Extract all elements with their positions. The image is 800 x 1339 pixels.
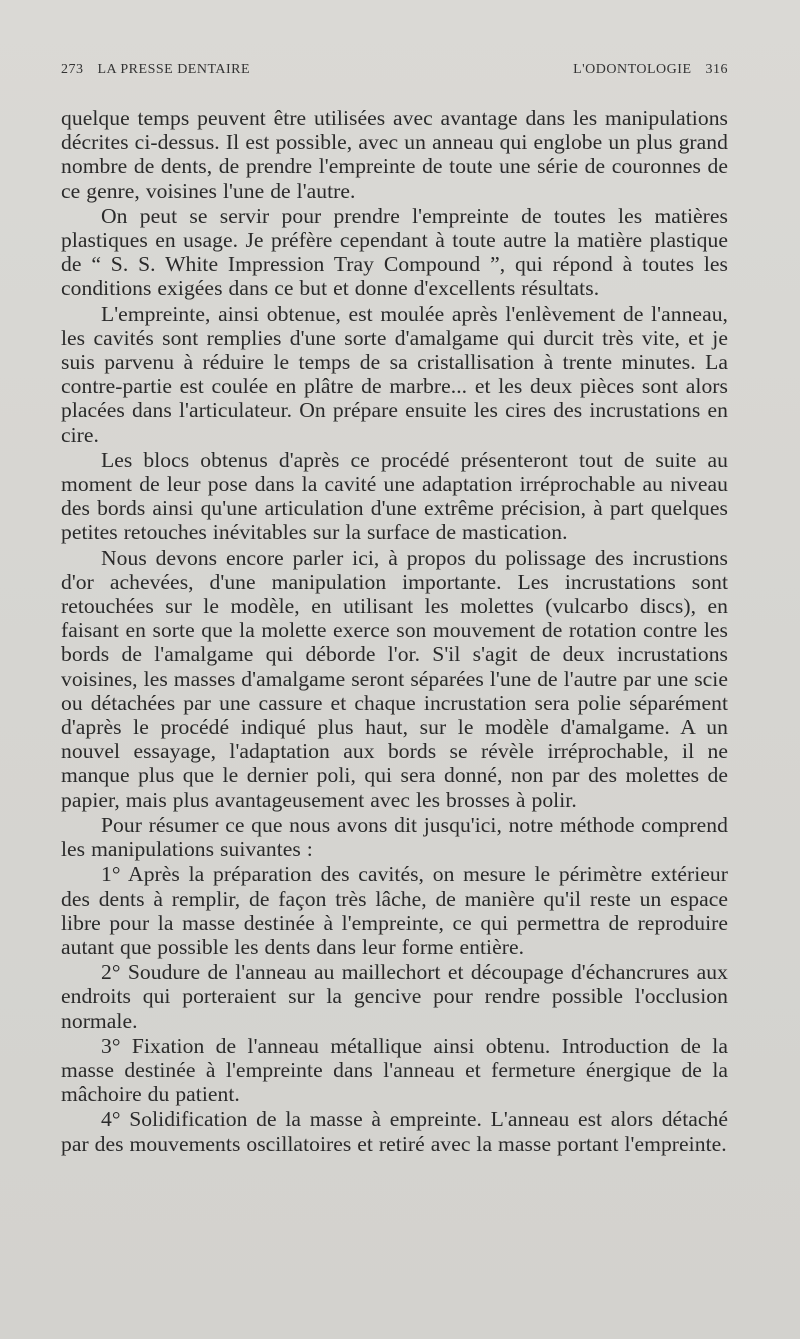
- header-right: [573, 62, 728, 84]
- paragraph: L'empreinte, ainsi obtenue, est moulée après l'enlèvement de l'anneau, les cavités sont remplies d'une sorte d'amalgame qui durcit très vite, et je suis parvenu à réduire le temps de sa cristallisation à trente minutes. La contre-partie est coulée en plâtre de marbre... et les deux pièces sont alors placées dans l'articulateur. On prépare ensuite les cires des incrustations en cire.: [61, 301, 728, 447]
- left-page-number: 273: [61, 62, 84, 77]
- right-page-number: 316: [705, 62, 728, 77]
- article-body: [61, 106, 728, 1156]
- list-item: 2° Soudure de l'anneau au maillechort et découpage d'échancrures aux endroits qui porteraient sur la gencive pour rendre possible l'occlusion normale.: [61, 960, 728, 1033]
- paragraph: On peut se servir pour prendre l'empreinte de toutes les matières plastiques en usage. Je préfère cependant à toute autre la matière plastique de “ S. S. White Impression Tray Compound ”, qui répond à toutes les conditions exigées dans ce but et donne d'excellents résultats.: [61, 203, 728, 301]
- list-item: 1° Après la préparation des cavités, on mesure le périmètre extérieur des dents à remplir, de façon très lâche, de manière qu'il reste un espace libre pour la masse destinée à l'empreinte, ce qui permettra de reproduire autant que possible les dents dans leur forme entière.: [61, 862, 728, 959]
- paragraph: quelque temps peuvent être utilisées avec avantage dans les manipulations décrites ci-dessus. Il est possible, avec un anneau qui englobe un plus grand nombre de dents, de prendre l'empreinte de toute une série de couronnes de ce genre, voisines l'une de l'autre.: [61, 106, 728, 203]
- paragraph: Pour résumer ce que nous avons dit jusqu'ici, notre méthode comprend les manipulations suivantes :: [61, 812, 728, 862]
- paragraph: Nous devons encore parler ici, à propos du polissage des incrustions d'or achevées, d'une manipulation importante. Les incrustations sont retouchées sur le modèle, en utilisant les molettes (vulcarbo discs), en faisant en sorte que la molette exerce son mouvement de rotation contre les bords de l'amalgame qui déborde l'or. S'il s'agit de deux incrustations voisines, les masses d'amalgame seront séparées l'une de l'autre par une scie ou détachées par une cassure et chaque incrustation sera polie séparément d'après le procédé indiqué plus haut, sur le modèle d'amalgame. A un nouvel essayage, l'adaptation aux bords se révèle irréprochable, il ne manque plus que le dernier poli, qui sera donné, non par des molettes de papier, mais plus avantageusement avec les brosses à polir.: [61, 545, 728, 812]
- right-journal-title: L'ODONTOLOGIE: [573, 62, 692, 77]
- list-item: 4° Solidification de la masse à empreinte. L'anneau est alors détaché par des mouvements oscillatoires et retiré avec la masse portant l'empreinte.: [61, 1107, 728, 1156]
- left-journal-title: LA PRESSE DENTAIRE: [97, 62, 251, 77]
- list-item: 3° Fixation de l'anneau métallique ainsi obtenu. Introduction de la masse destinée à l'empreinte dans l'anneau et fermeture énergique de la mâchoire du patient.: [61, 1033, 728, 1107]
- running-header: [61, 62, 728, 84]
- paragraph: Les blocs obtenus d'après ce procédé présenteront tout de suite au moment de leur pose dans la cavité une adaptation irréprochable au niveau des bords ainsi qu'une articulation d'une extrême précision, à part quelques petites retouches inévitables sur la surface de mastication.: [61, 447, 728, 545]
- header-left: [61, 62, 250, 84]
